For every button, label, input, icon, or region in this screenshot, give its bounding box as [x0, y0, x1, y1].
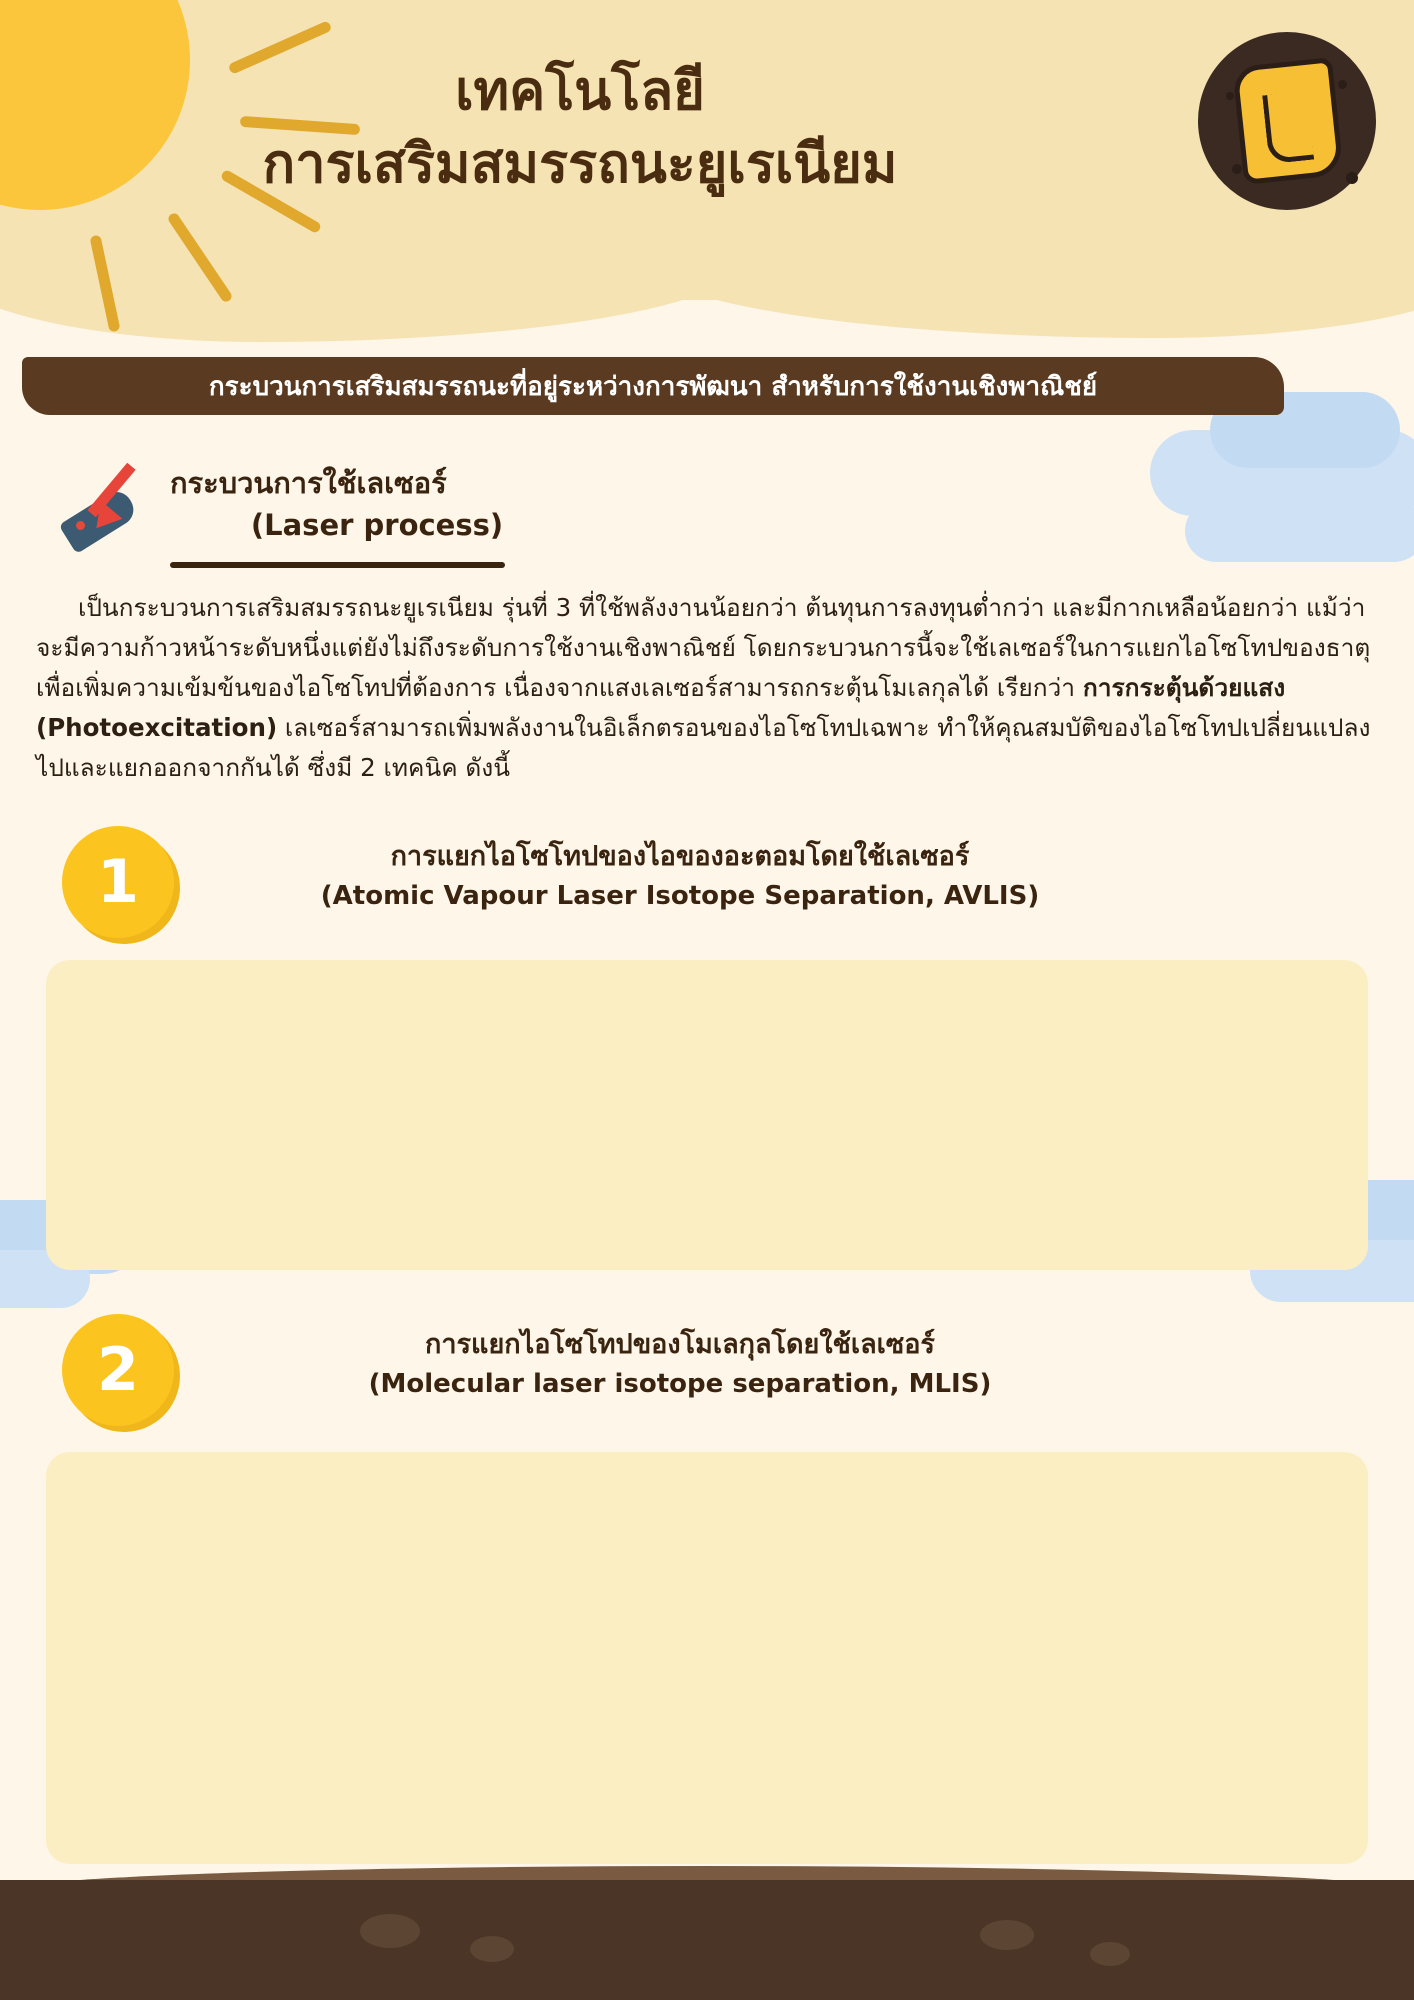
spark-dot	[1232, 164, 1242, 174]
laser-heading-th: กระบวนการใช้เลเซอร์	[170, 466, 447, 500]
laser-pointer-icon	[62, 455, 182, 555]
step-1-title-en: (Atomic Vapour Laser Isotope Separation, AVLIS)	[320, 881, 1040, 911]
step-1-heading	[210, 834, 1150, 911]
top-band-wave-right	[640, 258, 1414, 338]
step-1-number: 1	[97, 847, 139, 917]
step-1-title-th: การแยกไอโซโทปของไอของอะตอมโดยใช้เลเซอร์	[390, 841, 970, 872]
bottom-band	[0, 1880, 1414, 2000]
step-2-badge	[62, 1314, 174, 1426]
step-2-number: 2	[97, 1335, 139, 1405]
uranium-ore-icon	[1232, 57, 1344, 185]
uranium-ore-badge	[1198, 32, 1376, 210]
step-1-card	[46, 960, 1368, 1270]
cloud-icon	[1185, 500, 1414, 562]
step-2-card	[46, 1452, 1368, 1864]
ribbon-text: กระบวนการเสริมสมรรถนะที่อยู่ระหว่างการพัฒนา สำหรับการใช้งานเชิงพาณิชย์	[208, 371, 1098, 402]
spark-dot	[1226, 92, 1234, 100]
pebble	[980, 1920, 1034, 1950]
page-title	[0, 55, 1160, 201]
step-2-title-th: การแยกไอโซโทปของโมเลกุลโดยใช้เลเซอร์	[425, 1329, 935, 1360]
pebble	[470, 1936, 514, 1962]
intro-highlight: การกระตุ้นด้วยแสง (Photoexcitation)	[36, 672, 1286, 742]
pebble	[1090, 1942, 1130, 1966]
intro-part-3: เลเซอร์สามารถเพิ่มพลังงานในอิเล็กตรอนของไอโซโทปเฉพาะ ทำให้คุณสมบัติของไอโซโทปเปลี่ยนแปลงไปและแยกออกจากกันได้ ซึ่งมี 2 เทคนิค ดังนี้	[36, 712, 1371, 782]
title-line-2: การเสริมสมรรถนะยูเรเนียม	[262, 131, 898, 195]
laser-process-heading	[170, 460, 570, 542]
step-2-title-en: (Molecular laser isotope separation, MLIS)	[368, 1369, 992, 1399]
heading-underline	[170, 562, 505, 568]
laser-heading-en: (Laser process)	[250, 508, 504, 542]
laser-button	[76, 521, 85, 530]
intro-part-1: เป็นกระบวนการเสริมสมรรถนะยูเรเนียม รุ่นที่ 3 ที่ใช้พลังงานน้อยกว่า ต้นทุนการลงทุนต่ำกว่า และมีกากเหลือน้อยกว่า แม้ว่าจะมีความก้าวหน้าระดับหนึ่งแต่ยังไม่ถึงระดับการใช้งานเชิงพาณิชย์ โดยกระบวนการนี้จะใช้เลเซอร์ในการแยกไอโซโทปของธาตุ เพื่อเพิ่มความเข้มข้นของไอโซโทปที่ต้องการ เนื่องจากแสงเลเซอร์สามารถกระตุ้นโมเลกุลได้ เรียกว่า	[36, 593, 1371, 702]
step-1-badge	[62, 826, 174, 938]
section-ribbon	[22, 357, 1284, 415]
intro-paragraph	[36, 588, 1380, 788]
spark-dot	[1338, 80, 1347, 89]
spark-dot	[1346, 172, 1358, 184]
step-2-heading	[210, 1322, 1150, 1399]
title-line-1: เทคโนโลยี	[455, 59, 705, 122]
pebble	[360, 1914, 420, 1948]
